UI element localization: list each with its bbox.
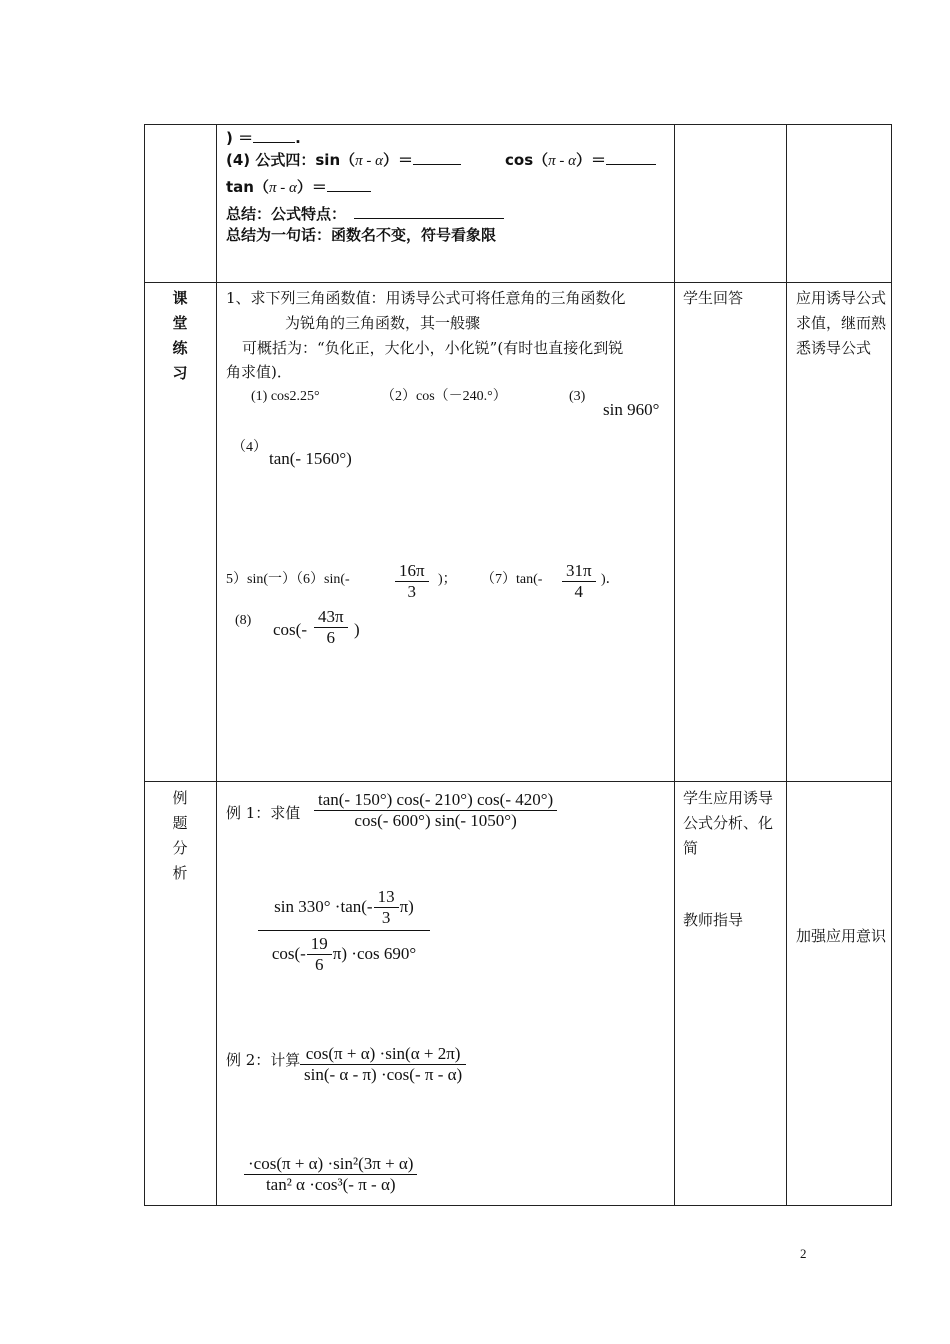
practice-student-activity: 学生回答 <box>683 289 744 307</box>
problem-8-pre: cos(- <box>273 620 307 639</box>
example-2-fraction: $\frac{\cos(\pi + \alpha) \cdot\sin(\alpha + 2\pi)}{\sin(- \alpha - \pi) \cdot\cos(- \pi - \alpha)}$ <box>300 1044 466 1085</box>
problem-1: (1) cos2.25° <box>251 389 320 404</box>
table-row-divider <box>144 282 892 283</box>
practice-intro-1: 1、求下列三角函数值：用诱导公式可将任意角的三角函数化 <box>226 289 626 307</box>
table-col-divider <box>674 124 675 1206</box>
table-row-divider <box>144 781 892 782</box>
problem-8-label: (8) <box>235 613 252 628</box>
example-3-fraction: $\frac{\text{·cos(π + α) ·sin²(3π + α)}}{\text{tan² α ·cos³(- π - α)}}$ <box>244 1154 417 1195</box>
table-border-right <box>891 124 892 1206</box>
example-1-simplified: sin 330° ·tan(- $\frac{13}{3}$ π) cos(- $\frac{19}{6}$ π) ·cos 690° <box>258 884 430 977</box>
problem-6-end: )； <box>438 572 457 587</box>
problem-8-fraction: $\frac{43\pi}{6}$ <box>314 607 348 648</box>
example-2-label: 例 2：计算 <box>226 1051 301 1069</box>
examples-purpose: 加强应用意识 <box>796 927 887 945</box>
lesson-table <box>144 124 892 1206</box>
problem-2: （2）cos（－240.°） <box>381 389 507 404</box>
examples-teacher-guidance: 教师指导 <box>683 911 744 929</box>
problem-6-fraction: $\frac{16\pi}{3}$ <box>395 561 429 602</box>
problem-7: （7）tan(- <box>481 572 543 587</box>
formula4-tan: tan（π - α）＝ <box>226 177 371 198</box>
row1-line1: ) ＝ . <box>226 129 301 147</box>
example-1-label: 例 1：求值 <box>226 804 301 822</box>
table-border-left <box>144 124 145 1206</box>
problem-7-fraction: $\frac{31\pi}{4}$ <box>562 561 596 602</box>
page-number: 2 <box>800 1246 807 1261</box>
problem-3-label: (3) <box>569 389 586 404</box>
row-header-practice: 课堂练习 <box>172 289 188 382</box>
problem-7-end: )． <box>601 572 620 587</box>
problem-4-expr: tan(- 1560°) <box>269 449 352 468</box>
formula4-cos: cos（π - α）＝ <box>505 150 656 171</box>
examples-student-activity: 学生应用诱导公式分析、化简 <box>683 789 774 857</box>
row-header-examples: 例题分析 <box>172 789 188 882</box>
table-border-bottom <box>144 1205 892 1206</box>
problem-3-expr: sin 960° <box>603 400 660 419</box>
problem-5-6: 5）sin(一）（6）sin(- <box>226 572 350 587</box>
practice-intro-3: 可概括为：“负化正，大化小，小化锐”(有时也直接化到锐 <box>242 339 624 357</box>
example-1-fraction: $\frac{\tan(- 150^\circ) \cos(- 210^\circ) \cos(- 420^\circ)}{\cos(- 600^\circ) \sin(- 1050^\circ)}$ <box>314 790 557 831</box>
problem-8-end: ) <box>354 620 360 639</box>
practice-intro-4: 角求值)． <box>226 363 292 381</box>
table-col-divider <box>216 124 217 1206</box>
summary-features: 总结：公式特点： <box>226 204 504 224</box>
practice-purpose: 应用诱导公式求值，继而熟悉诱导公式 <box>796 289 887 357</box>
formula4-line: (4) 公式四：sin（π - α）＝ <box>226 150 461 171</box>
table-border-top <box>144 124 892 125</box>
practice-intro-2: 为锐角的三角函数，其一般骤 <box>285 314 481 332</box>
summary-rule: 总结为一句话：函数名不变，符号看象限 <box>226 226 497 244</box>
problem-4-label: （4） <box>232 440 267 455</box>
table-col-divider <box>786 124 787 1206</box>
